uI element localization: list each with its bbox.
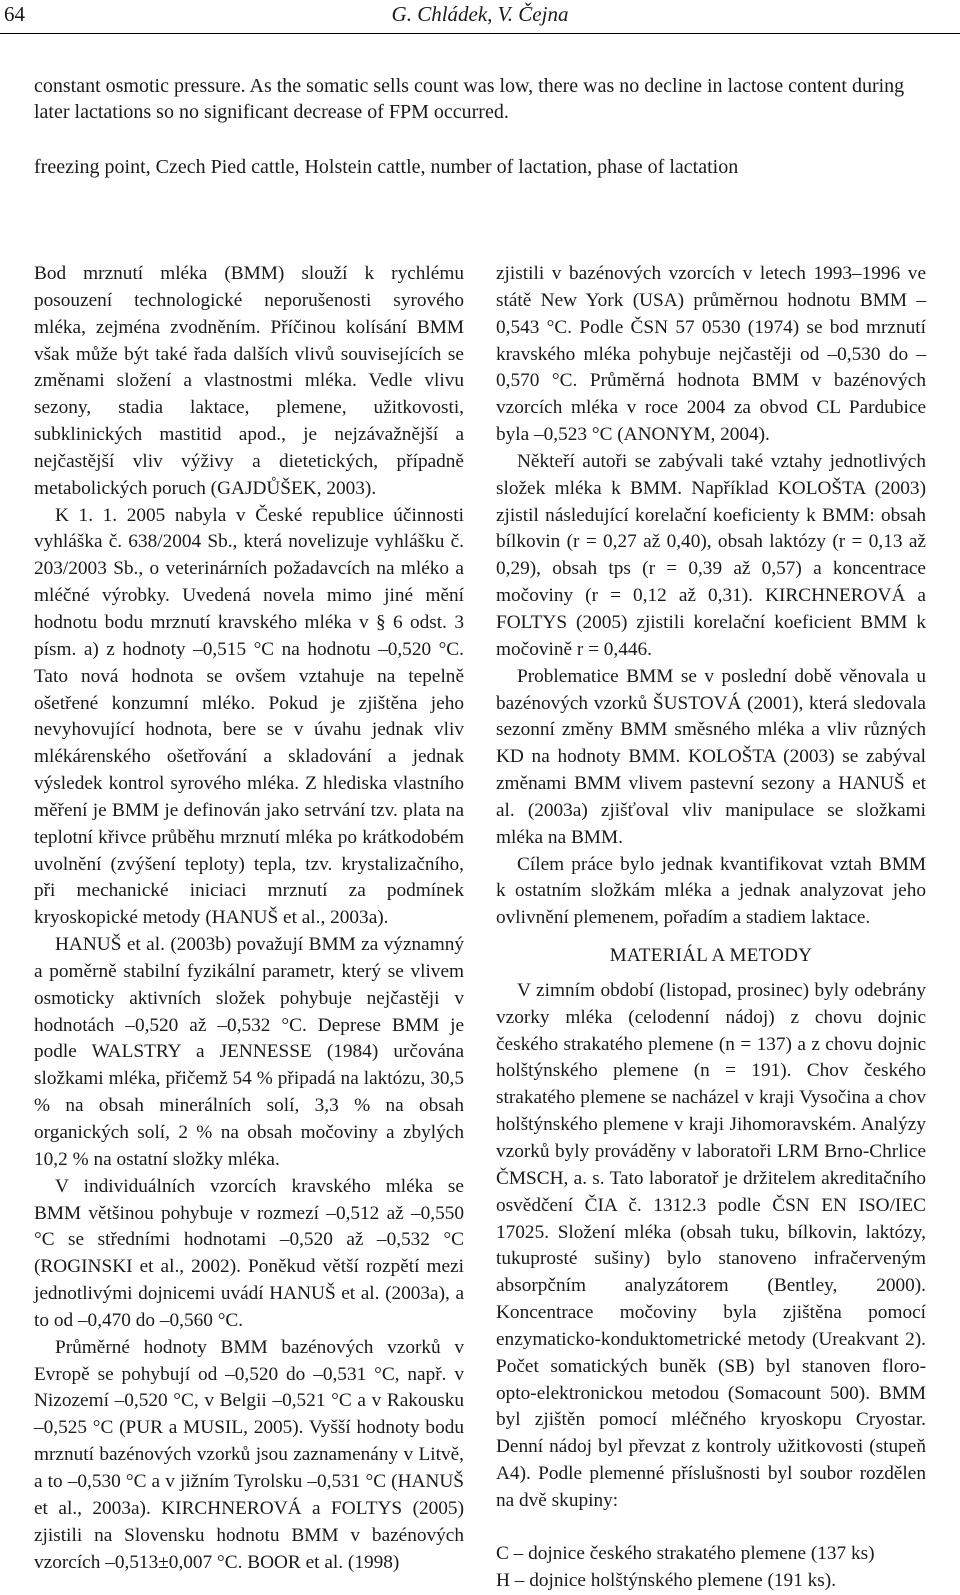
paragraph: HANUŠ et al. (2003b) považují BMM za významný a poměrně stabilní fyzikální parametr, který se vlivem osmoticky aktivních složek pohybuje nejčastěji v hodnotách –0,520 až –0,532 °C. Deprese BMM je podle WALSTRY a JENNESSE (1984) určována složkami mléka, přičemž 54 % připadá na laktózu, 30,5 % na obsah minerálních solí, 3,3 % na obsah organických solí, 2 % na obsah močoviny a zbylých 10,2 % na ostatní složky mléka.	[34, 934, 464, 1170]
group-item: H – dojnice holštýnského plemene (191 ks).	[496, 1569, 837, 1591]
paragraph: Problematice BMM se v poslední době věnovala u bazénových vzorků ŠUSTOVÁ (2001), která sledovala sezonní změny BMM směsného mléka a vliv různých KD na hodnoty BMM. KOLOŠTA (2003) se zabýval změnami BMM vlivem pastevní sezony a HANUŠ et al. (2003a) zjišťoval vliv manipulace se složkami mléka na BMM.	[496, 665, 926, 848]
paragraph: Průměrné hodnoty BMM bazénových vzorků v Evropě se pohybují od –0,520 do –0,531 °C, např. v Nizozemí –0,520 °C, v Belgii –0,521 °C a v Rakousku –0,525 °C (PUR a MUSIL, 2005). Vyšší hodnoty bodu mrznutí bazénových vzorků jsou zaznamenány v Litvě, a to –0,530 °C a v jižním Tyrolsku –0,531 °C (HANUŠ et al., 2003a). KIRCHNEROVÁ a FOLTYS (2005) zjistili na Slovensku hodnotu BMM v bazénových vzorcích –0,513±0,007 °C. BOOR et al. (1998)	[34, 1336, 464, 1573]
paragraph: Bod mrznutí mléka (BMM) slouží k rychlému posouzení technologické neporušenosti syrového mléka, zejména zvodněním. Příčinou kolísání BMM však může být také řada dalších vlivů souvisejících se změnami složení a vlastnostmi mléka. Vedle vlivu sezony, stadia laktace, plemene, užitkovosti, subklinických mastitid apod., je nejzávažnější a nejčastější vliv výživy a dietetických, případně metabolických poruch (GAJDŮŠEK, 2003).	[34, 263, 464, 499]
right-column	[496, 261, 926, 1595]
paragraph: V individuálních vzorcích kravského mléka se BMM většinou pohybuje v rozmezí –0,512 až –0,550 °C se středními hodnotami –0,520 až –0,532 °C (ROGINSKI et al., 2002). Poněkud větší rozpětí mezi jednotlivými dojnicemi uvádí HANUŠ et al. (2003a), a to od –0,470 do –0,560 °C.	[34, 1175, 464, 1331]
left-column	[34, 261, 464, 1576]
paragraph: zjistili v bazénových vzorcích v letech 1993–1996 ve státě New York (USA) průměrnou hodnotu BMM –0,543 °C. Podle ČSN 57 0530 (1974) se bod mrznutí kravského mléka pohybuje nejčastěji od –0,530 do –0,570 °C. Průměrná hodnota BMM v bazénových vzorcích mléka v roce 2004 za obvod CL Pardubice byla –0,523 °C (ANONYM, 2004).	[496, 263, 926, 446]
paragraph: Cílem práce bylo jednak kvantifikovat vztah BMM k ostatním složkám mléka a jednak analyzovat jeho ovlivnění plemenem, pořadím a stadiem laktace.	[496, 853, 926, 929]
page-header	[0, 0, 960, 34]
section-heading: MATERIÁL A METODY	[609, 945, 813, 967]
group-list	[496, 1541, 926, 1595]
group-item: C – dojnice českého strakatého plemene (137 ks)	[496, 1542, 875, 1564]
methods-paragraph: V zimním období (listopad, prosinec) byly odebrány vzorky mléka (celodenní nádoj) z chovu dojnic českého strakatého plemene (n = 137) a z chovu dojnic holštýnského plemene (n = 191). Chov českého strakatého plemene se nacházel v kraji Vysočina a chov holštýnského plemene v kraji Jihomoravském. Analýzy vzorků byly prováděny v laboratoři LRM Brno-Chrlice ČMSCH, a. s. Tato laboratoř je držitelem akreditačního osvědčení ČIA č. 1312.3 podle ČSN EN ISO/IEC 17025. Složení mléka (obsah tuku, bílkovin, laktózy, tukuprosté sušiny) bylo stanoveno infračerveným absorpčním analyzátorem (Bentley, 2000). Koncentrace močoviny byla zjištěna pomocí enzymaticko-konduktometrické metody (Ureakvant 2). Počet somatických buněk (SB) byl stanoven floro-opto-elektronickou metodou (Somacount 500). BMM byl zjištěn pomocí mléčného kryoskopu Cryostar. Denní nádoj byl převzat z kontroly užitkovosti (stupeň A4). Podle plemenné příslušnosti byl soubor rozdělen na dvě skupiny:	[496, 979, 926, 1511]
keywords: freezing point, Czech Pied cattle, Holstein cattle, number of lactation, phase of lactation	[34, 156, 739, 178]
header-rule	[0, 33, 960, 34]
running-head-authors: G. Chládek, V. Čejna	[391, 2, 569, 26]
paragraph: K 1. 1. 2005 nabyla v České republice účinnosti vyhláška č. 638/2004 Sb., která novelizuje vyhlášku č. 203/2003 Sb., o veterinárních požadavcích na mléko a mléčné výrobky. Uvedená novela mimo jiné mění hodnotu bodu mrznutí kravského mléka v § 6 odst. 3 písm. a) z hodnoty –0,515 °C na hodnotu –0,520 °C. Tato nová hodnota se ovšem vztahuje na tepelně ošetřené konzumní mléko. Pokud je zjištěna jeho nevyhovující hodnota, bere se v úvahu jednak vliv mlékárenského ošetřování a skladování a jednak výsledek kontrol syrového mléka. Z hlediska vlastního měření je BMM je definován jako setrvání tzv. plata na teplotní křivce průběhu mrznutí mléka po krátkodobém uvolnění (zvýšení teploty) tepla, tzv. krystalizačního, při mechanické iniciaci mrznutí za podmínek kryoskopické metody (HANUŠ et al., 2003a).	[34, 504, 464, 929]
page-number: 64	[4, 2, 25, 26]
abstract-end: constant osmotic pressure. As the somatic sells count was low, there was no decline in lactose content during later lactations so no significant decrease of FPM occurred.	[34, 75, 905, 123]
paragraph: Někteří autoři se zabývali také vztahy jednotlivých složek mléka k BMM. Například KOLOŠTA (2003) zjistil následující korelační koeficienty k BMM: obsah bílkovin (r = 0,27 až 0,40), obsah laktózy (r = 0,13 až 0,29), obsah tps (r = 0,39 až 0,57) a koncentrace močoviny (r = 0,12 až 0,31). KIRCHNEROVÁ a FOLTYS (2005) zjistili korelační koeficient BMM k močovině r = 0,446.	[496, 450, 926, 660]
